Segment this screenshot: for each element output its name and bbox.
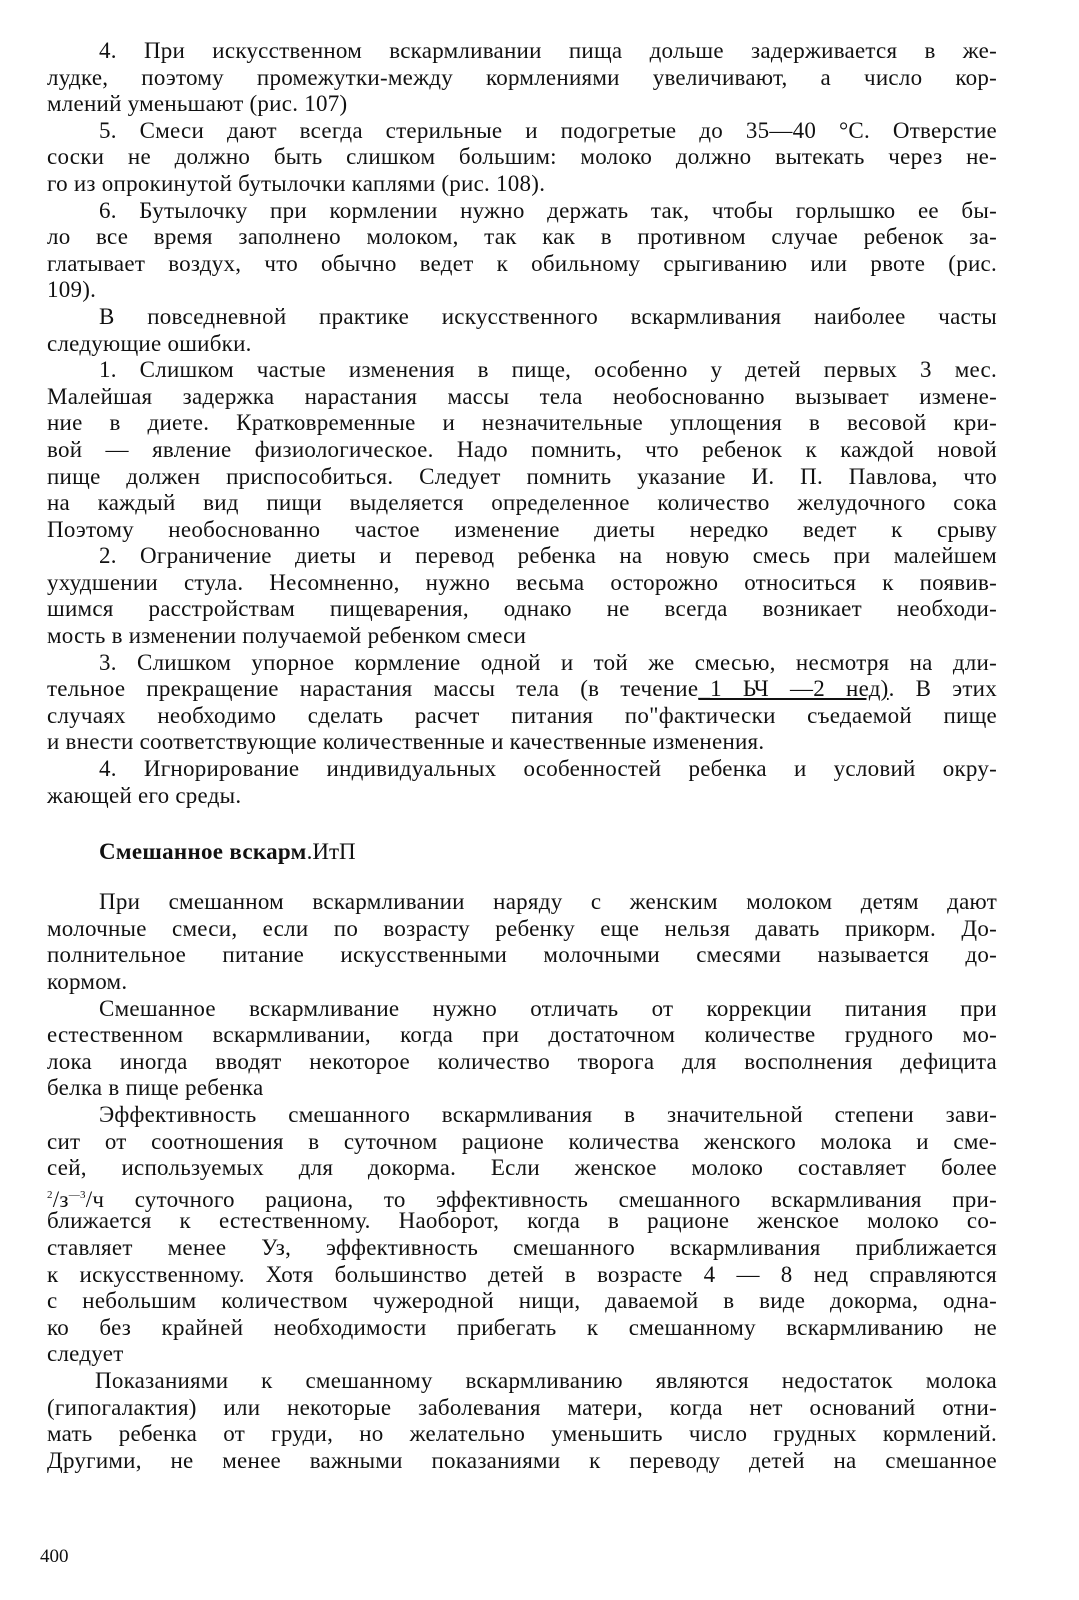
paragraph-error-3 (47, 650, 997, 756)
text-line: следует (47, 1341, 124, 1367)
page-number: 400 (40, 1546, 69, 1567)
text-line: мать ребенка от груди, но желательно уменьшить число грудных кормлений. (47, 1421, 997, 1447)
text-line: ухудшении стула. Несомненно, нужно весьма осторожно относиться к появив- (47, 569, 997, 595)
text-line: полнительное питание искусственными молочными смесями называется до- (47, 942, 997, 968)
text-line-with-underline (47, 676, 997, 703)
text-line: ближается к естественному. Наоборот, когда в рационе женское молоко со- (47, 1208, 997, 1234)
text-line: 4. При искусственном вскармливании пища дольше задерживается в же- (99, 38, 997, 63)
text-line: го из опрокинутой бутылочки каплями (рис. 108). (47, 170, 546, 196)
paragraph-mixed-3 (47, 1102, 997, 1368)
text-line: 1. Слишком частые изменения в пище, особенно у детей первых 3 мес. (99, 357, 997, 383)
text-line: Другими, не менее важными показаниями к переводу детей на смешанное (47, 1447, 997, 1473)
paragraph-mixed-2 (47, 996, 997, 1102)
text-line: 3. Слишком упорное кормление одной и той же смесью, несмотря на дли- (99, 649, 997, 675)
text-line: Показаниями к смешанному вскармливанию являются недостаток молока (95, 1367, 997, 1393)
text-line: пище должен приспособиться. Следует помнить указание И. П. Павлова, что (47, 463, 997, 489)
text-line: шимся расстройствам пищеварения, однако не всегда возникает необходи- (47, 596, 997, 622)
text-line: 6. Бутылочку при кормлении нужно держать так, чтобы горлышко ее бы- (99, 197, 997, 223)
text-line: ко без крайней необходимости прибегать к смешанному вскармливанию не (47, 1314, 997, 1340)
text-line: молочные смеси, если по возрасту ребенку еще нельзя давать прикорм. До- (47, 915, 997, 941)
paragraph-item-4 (47, 38, 997, 118)
text-line: лока иногда вводят некоторое количество творога для восполнения дефицита (47, 1048, 997, 1074)
text-line: 5. Смеси дают всегда стерильные и подогретые до 35—40 °С. Отверстие (99, 117, 997, 143)
heading-normal: .ИтП (306, 839, 356, 865)
text-line: к искусственному. Хотя большинство детей в возрасте 4 — 8 нед справляются (47, 1261, 997, 1287)
text-line: белка в пище ребенка (47, 1075, 264, 1101)
text-line: случаях необходимо сделать расчет питания по"фактически съедаемой пище (47, 702, 997, 728)
paragraph-error-1 (47, 357, 997, 543)
text-segment: /ч суточного рациона, то эффективность смешанного вскармливания при- (85, 1186, 997, 1212)
page-text (47, 38, 997, 1474)
text-line: ние в диете. Кратковременные и незначительные уплощения в весовой кри- (47, 410, 997, 436)
text-line: соски не должно быть слишком большим: молоко должно вытекать через не- (47, 144, 997, 170)
text-line: 109). (47, 277, 97, 303)
text-segment: тельное прекращение нарастания массы тела (в течение (47, 676, 699, 702)
text-line: вой — явление физиологическое. Надо помнить, что ребенок к каждой новой (47, 436, 997, 462)
text-line: 2. Ограничение диеты и перевод ребенка на новую смесь при малейшем (99, 543, 997, 569)
text-line: сей, используемых для докорма. Если женское молоко составляет более (47, 1155, 997, 1181)
text-line: кормом. (47, 969, 128, 994)
text-line: Малейшая задержка нарастания массы тела необоснованно вызывает измене- (47, 383, 997, 409)
paragraph-error-4 (47, 756, 997, 809)
text-segment: . В этих (888, 676, 997, 702)
text-line: глатывает воздух, что обычно ведет к обильному срыгиванию или рвоте (рис. (47, 250, 997, 276)
text-line: следующие ошибки. (47, 330, 252, 356)
underlined-text: _1 ЬЧ —2 нед) (698, 676, 889, 702)
text-line: с небольшим количеством чужеродной нищи, даваемой в виде докорма, одна- (47, 1288, 997, 1314)
text-line: ло все время заполнено молоком, так как в противном случае ребенок за- (47, 224, 997, 250)
text-line: и внести соответствующие количественные и качественные изменения. (47, 729, 765, 755)
text-line: Поэтому необоснованно частое изменение диеты нередко ведет к срыву (47, 516, 997, 542)
text-line: В повседневной практике искусственного вскармливания наиболее часты (99, 303, 997, 329)
text-line-with-fraction (47, 1182, 997, 1212)
paragraph-error-2 (47, 543, 997, 649)
paragraph-mixed-1 (47, 889, 997, 995)
text-line: жающей его среды. (47, 782, 242, 808)
text-line: При смешанном вскармливании наряду с женским молоком детям дают (99, 889, 997, 915)
paragraph-mixed-4 (47, 1368, 997, 1474)
section-heading (47, 837, 997, 867)
text-line: млений уменьшают (рис. 107) (47, 91, 348, 117)
paragraph-errors-intro (47, 304, 997, 357)
text-line: на каждый вид пищи выделяется определенное количество желудочного сока (47, 490, 997, 516)
text-line: (гипогалактия) или некоторые заболевания матери, когда нет оснований отни- (47, 1394, 997, 1420)
text-line: лудке, поэтому промежутки-между кормлениями увеличивают, а число кор- (47, 64, 997, 90)
fraction-superscript: 2 (47, 1188, 53, 1201)
paragraph-item-5 (47, 118, 997, 198)
text-line: 4. Игнорирование индивидуальных особенностей ребенка и условий окру- (99, 756, 997, 782)
text-line: ставляет менее Уз, эффективность смешанного вскармливания приближается (47, 1234, 997, 1260)
text-line: сит от соотношения в суточном рационе количества женского молока и сме- (47, 1128, 997, 1154)
paragraph-item-6 (47, 198, 997, 304)
text-line: мость в изменении получаемой ребенком смеси (47, 623, 527, 649)
text-line: Эффективность смешанного вскармливания в значительной степени зави- (99, 1101, 997, 1127)
text-segment: /з (52, 1186, 69, 1212)
fraction-superscript: —3 (68, 1188, 86, 1201)
text-line: естественном вскармливании, когда при достаточном количестве грудного мо- (47, 1022, 997, 1048)
heading-bold: Смешанное вскарм (99, 839, 307, 865)
text-line: Смешанное вскармливание нужно отличать от коррекции питания при (99, 995, 997, 1021)
